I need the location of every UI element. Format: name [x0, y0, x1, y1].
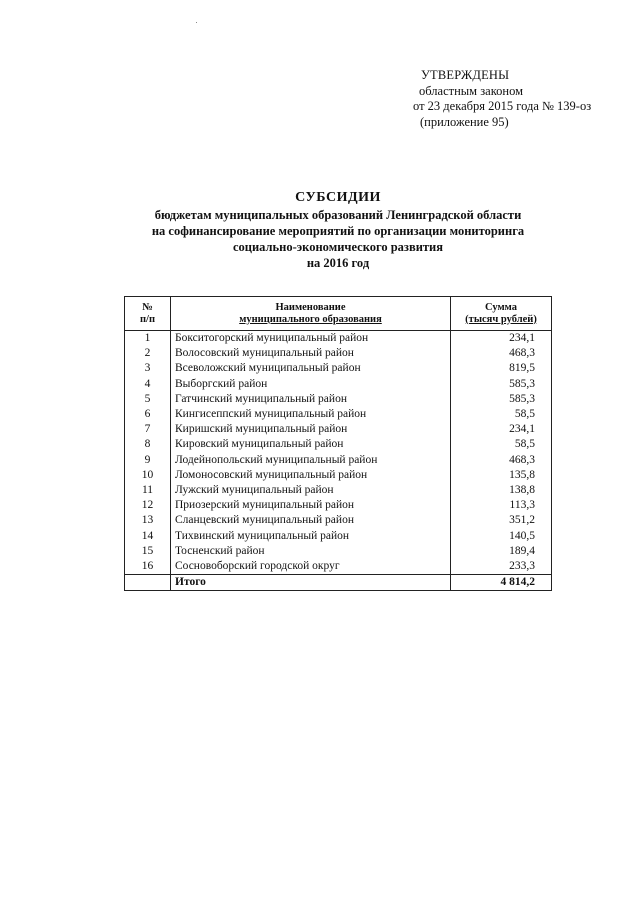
- row-name: Выборгский район: [171, 377, 451, 392]
- table-row: [125, 361, 552, 376]
- row-num: 7: [125, 422, 171, 437]
- row-sum: 585,3: [451, 392, 552, 407]
- approval-line-approved: УТВЕРЖДЕНЫ: [421, 68, 510, 82]
- row-num: 8: [125, 437, 171, 452]
- header-name-line1: Наименование: [275, 301, 346, 313]
- approval-line-appendix: (приложение 95): [420, 114, 509, 129]
- row-num: 16: [125, 559, 171, 575]
- row-name: Тосненский район: [171, 544, 451, 559]
- table-row: [125, 377, 552, 392]
- row-name: Сосновоборский городской округ: [171, 559, 451, 575]
- row-name: Лодейнопольский муниципальный район: [171, 453, 451, 468]
- header-name-line2: муниципального образования: [239, 313, 382, 325]
- row-name: Всеволожский муниципальный район: [171, 361, 451, 376]
- row-num: 13: [125, 513, 171, 528]
- row-num: 15: [125, 544, 171, 559]
- row-num: 6: [125, 407, 171, 422]
- row-name: Волосовский муниципальный район: [171, 346, 451, 361]
- document-title: [0, 189, 640, 271]
- row-num: 3: [125, 361, 171, 376]
- table-row: [125, 528, 552, 543]
- row-sum: 351,2: [451, 513, 552, 528]
- table-row: [125, 422, 552, 437]
- table-row: [125, 437, 552, 452]
- total-label: Итого: [171, 575, 451, 591]
- title-line-2: на софинансирование мероприятий по организации мониторинга: [151, 224, 525, 238]
- table-row: [125, 498, 552, 513]
- total-sum: 4 814,2: [451, 575, 552, 591]
- row-sum: 819,5: [451, 361, 552, 376]
- header-name: [171, 297, 451, 331]
- row-sum: 468,3: [451, 346, 552, 361]
- table-row: [125, 407, 552, 422]
- table-row: [125, 346, 552, 361]
- row-sum: 233,3: [451, 559, 552, 575]
- row-name: Кировский муниципальный район: [171, 437, 451, 452]
- approval-stamp: [413, 68, 591, 130]
- table-row: [125, 331, 552, 347]
- row-num: 4: [125, 377, 171, 392]
- title-line-4: на 2016 год: [306, 256, 370, 270]
- row-name: Тихвинский муниципальный район: [171, 528, 451, 543]
- row-sum: 468,3: [451, 453, 552, 468]
- title-line-1: бюджетам муниципальных образований Ленинградской области: [154, 208, 522, 222]
- row-name: Приозерский муниципальный район: [171, 498, 451, 513]
- row-sum: 585,3: [451, 377, 552, 392]
- header-num-line2: п/п: [139, 313, 156, 325]
- total-num-cell: [125, 575, 171, 591]
- table-row: [125, 483, 552, 498]
- row-sum: 234,1: [451, 422, 552, 437]
- subsidies-table: [124, 296, 552, 591]
- header-num: [125, 297, 171, 331]
- row-num: 12: [125, 498, 171, 513]
- row-sum: 140,5: [451, 528, 552, 543]
- row-name: Сланцевский муниципальный район: [171, 513, 451, 528]
- approval-line-law: областным законом: [419, 83, 524, 98]
- row-num: 2: [125, 346, 171, 361]
- table-row: [125, 392, 552, 407]
- table-total-row: [125, 575, 552, 591]
- row-sum: 113,3: [451, 498, 552, 513]
- row-num: 9: [125, 453, 171, 468]
- row-name: Кингисеппский муниципальный район: [171, 407, 451, 422]
- row-sum: 189,4: [451, 544, 552, 559]
- row-num: 14: [125, 528, 171, 543]
- table-header-row: [125, 297, 552, 331]
- row-num: 5: [125, 392, 171, 407]
- header-sum-line2: (тысяч рублей): [465, 313, 537, 325]
- row-name: Ломоносовский муниципальный район: [171, 468, 451, 483]
- row-sum: 58,5: [451, 407, 552, 422]
- row-num: 10: [125, 468, 171, 483]
- row-name: Киришский муниципальный район: [171, 422, 451, 437]
- row-name: Гатчинский муниципальный район: [171, 392, 451, 407]
- header-sum: [451, 297, 552, 331]
- table-row: [125, 559, 552, 575]
- row-num: 11: [125, 483, 171, 498]
- row-name: Бокситогорский муниципальный район: [171, 331, 451, 347]
- table-row: [125, 544, 552, 559]
- header-sum-line1: Сумма: [485, 301, 517, 313]
- approval-line-date: от 23 декабря 2015 года № 139-оз: [413, 99, 592, 113]
- title-line-3: социально-экономического развития: [232, 240, 444, 254]
- row-sum: 138,8: [451, 483, 552, 498]
- row-sum: 234,1: [451, 331, 552, 347]
- table-row: [125, 453, 552, 468]
- title-main: СУБСИДИИ: [295, 190, 381, 205]
- row-sum: 58,5: [451, 437, 552, 452]
- table-body: [125, 331, 552, 575]
- header-num-line1: №: [142, 301, 153, 313]
- scan-speck: [196, 22, 197, 23]
- row-num: 1: [125, 331, 171, 347]
- row-sum: 135,8: [451, 468, 552, 483]
- table-row: [125, 513, 552, 528]
- table-row: [125, 468, 552, 483]
- row-name: Лужский муниципальный район: [171, 483, 451, 498]
